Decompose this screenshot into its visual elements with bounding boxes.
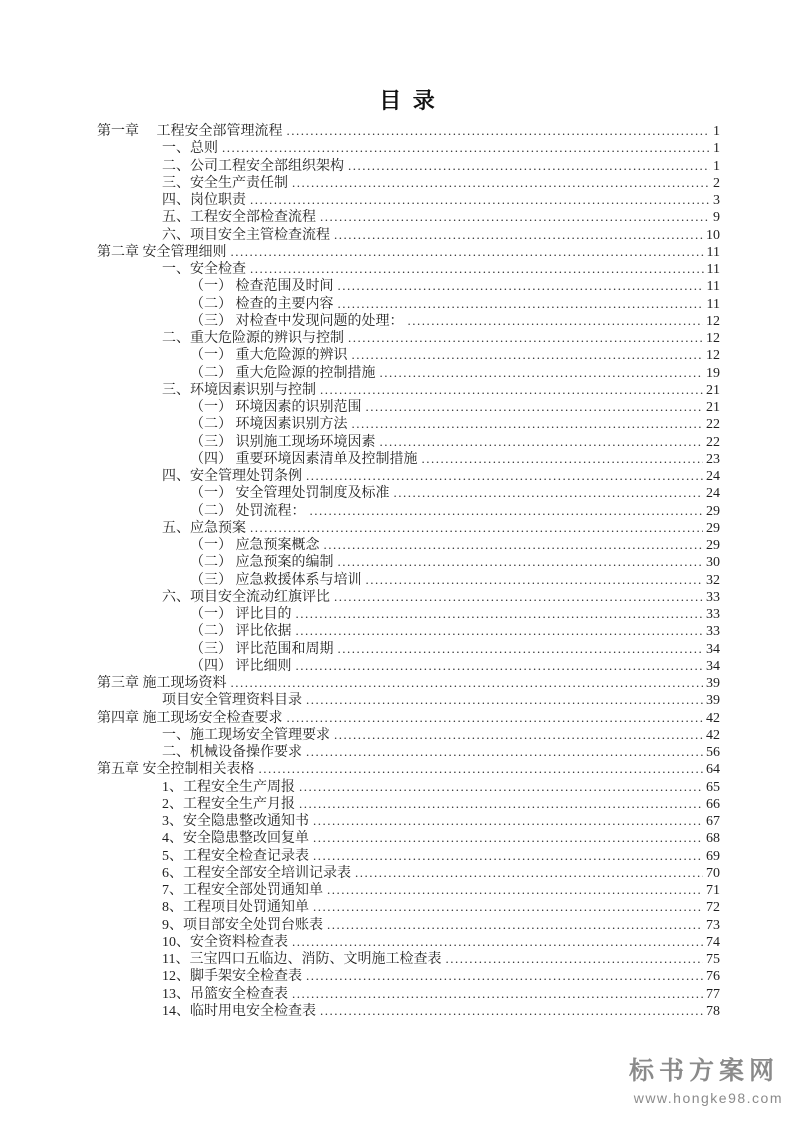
toc-dot-leader — [324, 536, 704, 554]
toc-entry-page: 29 — [706, 520, 720, 536]
toc-entry[interactable] — [97, 433, 720, 450]
toc-entry[interactable] — [97, 933, 720, 950]
toc-dot-leader — [338, 640, 704, 658]
toc-entry-page: 23 — [706, 451, 720, 467]
toc-entry-page: 42 — [706, 710, 720, 726]
toc-dot-leader — [320, 1002, 703, 1020]
toc-dot-leader — [313, 898, 703, 916]
toc-entry[interactable] — [97, 502, 720, 519]
toc-entry-title: 1、工程安全生产周报 — [162, 779, 295, 795]
toc-dot-leader — [334, 726, 703, 744]
watermark — [629, 1051, 783, 1106]
toc-entry-title: 四、安全管理处罚条例 — [162, 469, 302, 484]
toc-entry-page: 33 — [706, 589, 720, 605]
toc-dot-leader — [306, 467, 703, 485]
toc-entry-page: 39 — [706, 693, 720, 709]
toc-entry-page: 21 — [706, 382, 720, 398]
toc-dot-leader — [222, 139, 710, 157]
toc-entry-title: 12、脚手架安全检查表 — [162, 969, 302, 985]
toc-entry-page: 22 — [706, 417, 720, 433]
toc-entry-page: 1 — [713, 158, 720, 174]
toc-dot-leader — [296, 622, 704, 640]
toc-entry-title: 四、岗位职责 — [162, 193, 246, 208]
toc-entry[interactable] — [97, 277, 720, 294]
toc-entry-title: （一） 环境因素的识别范围 — [190, 400, 362, 415]
page-title: 目 录 — [379, 88, 438, 113]
toc-entry-title: （一） 检查范围及时间 — [190, 279, 334, 295]
toc-entry-page: 75 — [706, 952, 720, 967]
toc-entry[interactable] — [97, 657, 720, 674]
toc-entry-title: （二） 环境因素识别方法 — [190, 417, 348, 433]
toc-entry-page: 64 — [706, 762, 720, 778]
toc-dot-leader — [320, 208, 710, 226]
toc-dot-leader — [299, 778, 703, 796]
toc-entry[interactable] — [97, 674, 720, 691]
toc-entry-title: （一） 应急预案概念 — [190, 538, 320, 553]
toc-entry[interactable] — [97, 226, 720, 243]
toc-dot-leader — [366, 571, 704, 589]
toc-entry-title: 7、工程安全部处罚通知单 — [162, 883, 323, 898]
toc-entry[interactable] — [97, 364, 720, 381]
toc-dot-leader — [313, 812, 703, 830]
toc-entry-page: 33 — [706, 624, 720, 640]
toc-entry-title: （一） 重大危险源的辨识 — [190, 348, 348, 364]
toc-entry-page: 11 — [706, 279, 720, 295]
toc-entry-title: 一、安全检查 — [162, 262, 246, 277]
toc-entry[interactable] — [97, 243, 720, 260]
toc-entry[interactable] — [97, 898, 720, 915]
toc-entry-title: （三） 评比范围和周期 — [190, 641, 334, 657]
toc-entry-page: 2 — [713, 175, 720, 191]
toc-entry-page: 67 — [706, 814, 720, 829]
toc-entry-title: 一、总则 — [162, 141, 218, 157]
toc-dot-leader — [296, 605, 704, 623]
toc-entry[interactable] — [97, 916, 720, 933]
toc-entry-title: 14、临时用电安全检查表 — [162, 1003, 316, 1019]
toc-dot-leader — [338, 295, 704, 313]
toc-entry-page: 78 — [706, 1003, 720, 1019]
toc-entry[interactable] — [97, 726, 720, 743]
toc-dot-leader — [348, 157, 710, 175]
toc-entry-page: 21 — [706, 400, 720, 415]
toc-entry[interactable] — [97, 760, 720, 777]
toc-entry[interactable] — [97, 381, 720, 398]
toc-dot-leader — [259, 760, 704, 778]
toc-entry-page: 19 — [706, 365, 720, 381]
toc-dot-leader — [306, 967, 703, 985]
toc-dot-leader — [296, 657, 704, 675]
toc-dot-leader — [327, 881, 703, 899]
toc-entry[interactable] — [97, 450, 720, 467]
toc-entry-page: 11 — [706, 262, 720, 277]
toc-entry-page: 66 — [706, 796, 720, 812]
toc-entry-page: 30 — [706, 555, 720, 571]
toc-entry[interactable] — [97, 346, 720, 363]
toc-entry-title: （二） 重大危险源的控制措施 — [190, 365, 376, 381]
toc-dot-leader — [287, 709, 704, 727]
toc-dot-leader — [352, 346, 704, 364]
toc-entry-title: 二、重大危险源的辨识与控制 — [162, 331, 344, 346]
toc-entry[interactable] — [97, 484, 720, 501]
toc-dot-leader — [445, 950, 703, 968]
toc-entry-title: 第二章 安全管理细则 — [97, 244, 227, 260]
toc-dot-leader — [287, 122, 711, 140]
toc-entry[interactable] — [97, 571, 720, 588]
toc-entry-page: 34 — [706, 641, 720, 657]
toc-entry-page: 70 — [706, 865, 720, 881]
toc-entry-title: （四） 评比细则 — [190, 658, 292, 674]
toc-entry-title: 二、机械设备操作要求 — [162, 745, 302, 760]
toc-entry-page: 74 — [706, 934, 720, 950]
toc-dot-leader — [310, 502, 704, 520]
toc-entry-title: 第一章 工程安全部管理流程 — [97, 124, 283, 139]
toc-dot-leader — [250, 191, 710, 209]
toc-dot-leader — [408, 312, 704, 330]
toc-dot-leader — [380, 433, 704, 451]
toc-entry[interactable] — [97, 312, 720, 329]
toc-entry-title: （一） 评比目的 — [190, 607, 292, 622]
toc-content — [97, 84, 720, 1019]
toc-entry-title: （三） 应急救援体系与培训 — [190, 572, 362, 588]
toc-entry-page: 11 — [706, 244, 720, 260]
toc-dot-leader — [394, 484, 704, 502]
toc-dot-leader — [292, 174, 710, 192]
toc-entry[interactable] — [97, 588, 720, 605]
toc-entry-page: 32 — [706, 572, 720, 588]
toc-entry[interactable] — [97, 709, 720, 726]
toc-entry-title: 13、吊篮安全检查表 — [162, 986, 288, 1002]
toc-dot-leader — [338, 553, 704, 571]
toc-dot-leader — [313, 829, 703, 847]
toc-entry-page: 1 — [713, 141, 720, 157]
toc-entry[interactable] — [97, 847, 720, 864]
toc-dot-leader — [320, 381, 703, 399]
toc-entry[interactable] — [97, 829, 720, 846]
toc-entry[interactable] — [97, 985, 720, 1002]
toc-dot-leader — [327, 916, 703, 934]
toc-entry-title: 项目安全管理资料目录 — [162, 693, 302, 709]
toc-entry[interactable] — [97, 950, 720, 967]
toc-entry-title: 六、项目安全流动红旗评比 — [162, 589, 330, 605]
toc-entry[interactable] — [97, 519, 720, 536]
toc-entry[interactable] — [97, 778, 720, 795]
toc-entry-title: 六、项目安全主管检查流程 — [162, 227, 330, 243]
toc-entry-title: 五、工程安全部检查流程 — [162, 210, 316, 226]
toc-entry-title: 二、公司工程安全部组织架构 — [162, 158, 344, 174]
toc-dot-leader — [366, 398, 704, 416]
toc-dot-leader — [334, 588, 703, 606]
toc-entry[interactable] — [97, 864, 720, 881]
toc-entry-page: 76 — [706, 969, 720, 985]
toc-entry-title: 3、安全隐患整改通知书 — [162, 814, 309, 829]
toc-entry-page: 24 — [706, 469, 720, 484]
toc-entry-page: 65 — [706, 779, 720, 795]
toc-entry-page: 1 — [713, 124, 720, 139]
toc-entry[interactable] — [97, 260, 720, 277]
toc-entry-page: 56 — [706, 745, 720, 760]
toc-entry-page: 39 — [706, 676, 720, 691]
toc-dot-leader — [306, 691, 703, 709]
toc-entry[interactable] — [97, 208, 720, 225]
toc-entry[interactable] — [97, 881, 720, 898]
toc-entry[interactable] — [97, 605, 720, 622]
watermark-url: www.hongke98.com — [633, 1090, 783, 1106]
toc-entry[interactable] — [97, 812, 720, 829]
toc-dot-leader — [352, 415, 704, 433]
toc-entry-page: 12 — [706, 313, 720, 329]
toc-entry[interactable] — [97, 691, 720, 708]
toc-entry-title: （二） 应急预案的编制 — [190, 555, 334, 571]
toc-entry[interactable] — [97, 622, 720, 639]
toc-entry[interactable] — [97, 967, 720, 984]
watermark-logo-text: 标书方案网 — [628, 1057, 779, 1085]
toc-list — [97, 122, 720, 1019]
toc-entry[interactable] — [97, 1002, 720, 1019]
toc-entry-title: 4、安全隐患整改回复单 — [162, 831, 309, 847]
toc-entry[interactable] — [97, 329, 720, 346]
toc-entry-title: （四） 重要环境因素清单及控制措施 — [190, 451, 418, 467]
toc-entry-page: 72 — [706, 900, 720, 916]
toc-dot-leader — [231, 243, 704, 261]
toc-entry[interactable] — [97, 122, 720, 139]
toc-entry[interactable] — [97, 139, 720, 156]
toc-entry-page: 73 — [706, 917, 720, 933]
toc-dot-leader — [231, 674, 704, 692]
toc-entry-page: 12 — [706, 348, 720, 364]
toc-dot-leader — [292, 985, 703, 1003]
toc-dot-leader — [292, 933, 703, 951]
toc-entry[interactable] — [97, 536, 720, 553]
toc-entry-title: 11、三宝四口五临边、消防、文明施工检查表 — [162, 952, 442, 967]
toc-entry-title: 6、工程安全部安全培训记录表 — [162, 865, 351, 881]
toc-entry-title: 三、安全生产责任制 — [162, 175, 288, 191]
toc-dot-leader — [355, 864, 703, 882]
toc-entry[interactable] — [97, 398, 720, 415]
toc-entry-page: 69 — [706, 848, 720, 864]
toc-entry-page: 34 — [706, 658, 720, 674]
toc-entry-page: 29 — [706, 538, 720, 553]
toc-entry-title: 9、项目部安全处罚台账表 — [162, 917, 323, 933]
toc-entry[interactable] — [97, 743, 720, 760]
toc-entry-title: （三） 对检查中发现问题的处理： — [190, 313, 404, 329]
toc-entry-title: 2、工程安全生产月报 — [162, 796, 295, 812]
toc-entry[interactable] — [97, 553, 720, 570]
toc-entry-page: 24 — [706, 486, 720, 502]
toc-entry-page: 3 — [713, 193, 720, 208]
toc-entry[interactable] — [97, 295, 720, 312]
toc-entry-page: 33 — [706, 607, 720, 622]
toc-entry-title: （三） 识别施工现场环境因素 — [190, 434, 376, 450]
toc-entry-title: 第四章 施工现场安全检查要求 — [97, 710, 283, 726]
toc-entry-page: 22 — [706, 434, 720, 450]
toc-entry[interactable] — [97, 157, 720, 174]
toc-entry-title: 三、环境因素识别与控制 — [162, 382, 316, 398]
toc-entry-page: 9 — [713, 210, 720, 226]
toc-entry-page: 10 — [706, 227, 720, 243]
toc-entry[interactable] — [97, 640, 720, 657]
toc-dot-leader — [313, 847, 703, 865]
toc-entry-title: 五、应急预案 — [162, 520, 246, 536]
toc-dot-leader — [250, 519, 703, 537]
toc-entry-title: （二） 检查的主要内容 — [190, 296, 334, 312]
toc-entry-title: （二） 评比依据 — [190, 624, 292, 640]
toc-entry[interactable] — [97, 191, 720, 208]
toc-entry-page: 12 — [706, 331, 720, 346]
toc-dot-leader — [306, 743, 703, 761]
toc-dot-leader — [338, 277, 704, 295]
toc-entry-page: 71 — [706, 883, 720, 898]
toc-entry-title: 8、工程项目处罚通知单 — [162, 900, 309, 916]
toc-entry-title: 第五章 安全控制相关表格 — [97, 762, 255, 778]
toc-dot-leader — [422, 450, 704, 468]
toc-dot-leader — [380, 364, 704, 382]
toc-dot-leader — [250, 260, 704, 278]
toc-entry[interactable] — [97, 415, 720, 432]
toc-entry-page: 68 — [706, 831, 720, 847]
toc-entry[interactable] — [97, 795, 720, 812]
toc-entry-title: 一、施工现场安全管理要求 — [162, 727, 330, 743]
toc-entry-page: 11 — [706, 296, 720, 312]
toc-entry-title: 10、安全资料检查表 — [162, 934, 288, 950]
toc-entry-title: 5、工程安全检查记录表 — [162, 848, 309, 864]
toc-entry[interactable] — [97, 467, 720, 484]
toc-entry-title: （一） 安全管理处罚制度及标准 — [190, 486, 390, 502]
toc-dot-leader — [334, 226, 703, 244]
toc-dot-leader — [299, 795, 703, 813]
toc-entry-page: 77 — [706, 986, 720, 1002]
toc-entry[interactable] — [97, 174, 720, 191]
toc-entry-page: 42 — [706, 727, 720, 743]
toc-entry-title: 第三章 施工现场资料 — [97, 676, 227, 691]
toc-entry-page: 29 — [706, 503, 720, 519]
toc-dot-leader — [348, 329, 703, 347]
toc-entry-title: （二） 处罚流程： — [190, 503, 306, 519]
